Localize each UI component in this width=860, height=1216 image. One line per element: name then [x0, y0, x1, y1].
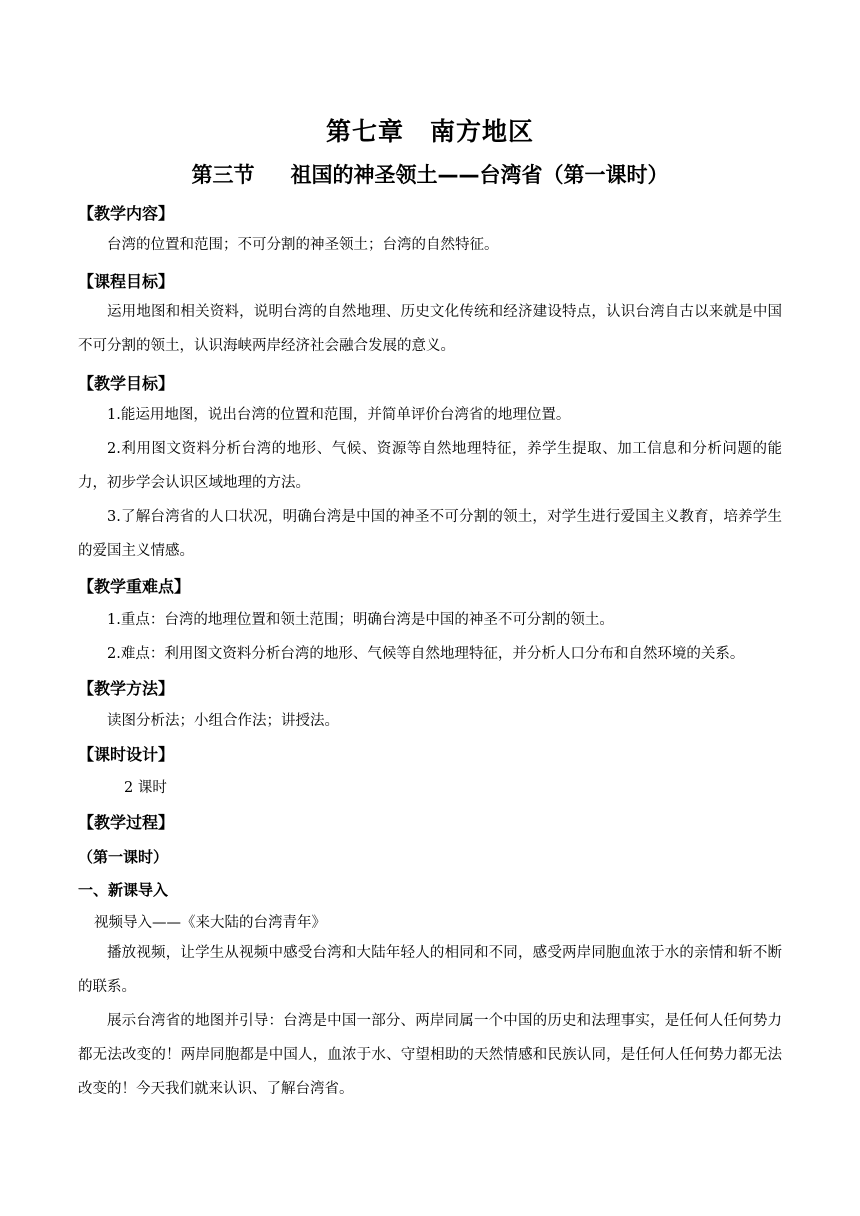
key-point-item: 2.难点：利用图文资料分析台湾的地形、气候等自然地理特征，并分析人口分布和自然环境的关系。 — [107, 646, 745, 662]
heading-teaching-process: 【教学过程】 — [78, 813, 175, 832]
teaching-method-text: 读图分析法；小组合作法；讲授法。 — [107, 713, 339, 729]
heading-teaching-method: 【教学方法】 — [78, 679, 175, 698]
heading-curriculum-goal: 【课程目标】 — [78, 272, 175, 291]
section-label: 第三节 — [191, 163, 255, 187]
heading-class-hours: 【课时设计】 — [78, 745, 175, 764]
class-hours-text: 2 课时 — [124, 780, 167, 796]
curriculum-goal-text: 运用地图和相关资料，说明台湾的自然地理、历史文化传统和经济建设特点，认识台湾自古以来就是中国不可分割的领土，认识海峡两岸经济社会融合发展的意义。 — [78, 304, 782, 354]
section-title — [0, 159, 860, 189]
chapter-title: 第七章 南方地区 — [325, 117, 534, 146]
lesson-label: （第一课时） — [78, 848, 169, 866]
process-paragraph: 展示台湾省的地图并引导：台湾是中国一部分、两岸同属一个中国的历史和法理事实，是任何人任何势力都无法改变的！两岸同胞都是中国人，血浓于水、守望相助的天然情感和民族认同，是任何人任何势力都无法改变的！今天我们就来认识、了解台湾省。 — [78, 1013, 782, 1097]
heading-teaching-content: 【教学内容】 — [78, 204, 175, 223]
part1-heading: 一、新课导入 — [78, 881, 169, 899]
teaching-goal-item: 3.了解台湾省的人口状况，明确台湾是中国的神圣不可分割的领土，对学生进行爱国主义教育，培养学生的爱国主义情感。 — [78, 509, 782, 559]
key-point-item: 1.重点：台湾的地理位置和领土范围；明确台湾是中国的神圣不可分割的领土。 — [107, 612, 614, 628]
teaching-goal-item: 1.能运用地图，说出台湾的位置和范围，并简单评价台湾省的地理位置。 — [107, 407, 571, 423]
section-name: 祖国的神圣领土——台湾省（第一课时） — [290, 163, 669, 187]
heading-teaching-goals: 【教学目标】 — [78, 374, 175, 393]
heading-key-points: 【教学重难点】 — [78, 577, 191, 596]
teaching-goal-item: 2.利用图文资料分析台湾的地形、气候、资源等自然地理特征，养学生提取、加工信息和分析问题的能力，初步学会认识区域地理的方法。 — [78, 441, 782, 491]
process-paragraph: 播放视频，让学生从视频中感受台湾和大陆年轻人的相同和不同，感受两岸同胞血浓于水的亲情和斩不断的联系。 — [78, 945, 782, 995]
video-intro-line: 视频导入——《来大陆的台湾青年》 — [94, 915, 326, 931]
teaching-content-text: 台湾的位置和范围；不可分割的神圣领土；台湾的自然特征。 — [107, 237, 499, 253]
